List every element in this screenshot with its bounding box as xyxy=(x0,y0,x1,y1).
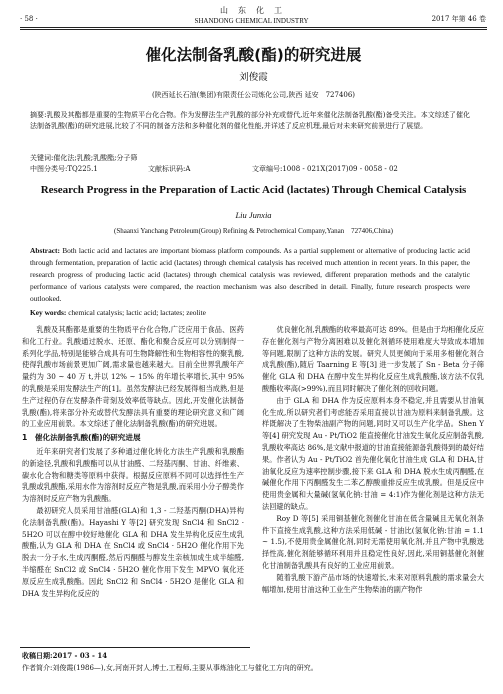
issue-info: 2017 年第 46 卷 xyxy=(431,15,486,23)
header-rule-2 xyxy=(20,29,487,30)
paragraph: 优良催化剂,乳酸酯的收率最高可达 89%。但是由于均相催化反应存在催化剂与产物分离困难以及催化剂循环使用难度大导致成本增加等问题,限制了这种方法的发展。研究人员更倾向于采用多相催化剂合成乳酸(酯),随后 Taarning E 等[3] 进一步发展了 Sn - Beta 分子筛催化 GLA 和 DHA 在醇中发生异构化反应生成乳酸酯,该方法不仅乳酸酯收率高(>99%),而且同时解决了催化剂的回收问题。 xyxy=(262,325,484,393)
paragraph: 乳酸及其酯都是重要的生物质平台化合物,广泛应用于食品、医药和化工行业。乳酸通过脱水、还原、酯化和聚合反应可以分别制得一系列化学品,特别是能够合成具有可生物降解性和生物相容性的聚乳酸,使得乳酸市场前景更加广阔,需求量也越来越大。目前全世界乳酸年产量约为 30 ~ 40 万 t,并以 12% ~ 15% 的年增长率增长,其中 95% 的乳酸是采用发酵法生产的[1]。虽然发酵法已经发展得相当成熟,但是生产过程仍存在发酵条件苛刻及效率低等缺点。因此,开发催化法制备乳酸(酯),将来部分补充或替代发酵法具有重要的理论研究意义和广阔的工业应用前景。本文综述了催化法制备乳酸(酯)的研究进展。 xyxy=(22,325,244,429)
title-cn: 催化法制备乳酸(酯)的研究进展 xyxy=(145,46,362,64)
keywords-en xyxy=(30,308,206,319)
affiliation-en: (Shaanxi Yanchang Petroleum(Group) Refining & Petrochemical Company,Yanan 727406,China) xyxy=(114,227,393,235)
affiliation-cn: (陕西延长石油(集团)有限责任公司炼化公司,陕西 延安 727406) xyxy=(151,91,356,99)
paragraph: 由于 GLA 和 DHA 作为反应原料本身不稳定,并且需要从甘油氧化生成,所以研究者们考虑能否采用直接以甘油为原料来制备乳酸。这样既解决了生物柴油副产物的问题,同时又可以生产化学品。Shen Y 等[4] 研究发现 Au - Pt/TiO2 能直接催化甘油发生氧化反应制备乳酸,乳酸收率高达 86%,是文献中报道的甘油直接能源备乳酸得到的最好结果。作者认为 Au - Pt/TiO2 首先催化氧化甘油生成 GLA 和 DHA,甘油氧化反应为速率控制步骤,接下来 GLA 和 DHA 脱水生成丙酮醛,在碱催化作用下丙酮醛发生二苯乙醇酸重排反应生成乳酸。但是反应中使用贵金属和大量碱(氢氧化钠:甘油 = 4:1)作为催化剂是这种方法无法回避的缺点。 xyxy=(262,395,484,511)
section-heading: 1 催化法制备乳酸(酯)的研究进展 xyxy=(22,433,141,443)
article-number: 文章编号:1008 - 021X(2017)09 - 0058 - 02 xyxy=(252,165,398,173)
paragraph: 随着乳酸下游产品市场的快速增长,未来对原料乳酸的需求量会大幅增加,使用甘油这种工业生产生物柴油的副产物作 xyxy=(262,572,484,594)
abstract-en-label: Abstract: xyxy=(30,246,60,255)
paragraph: 近年来研究者们发展了多种通过催化转化方法生产乳酸和乳酸酯的新途径,乳酸和乳酸酯可以从甘油醛、二羟基丙酮、甘油、纤维素、碳水化合物和糖类等原料中获得。根据反应原料不同可以选择性生产乳酸或乳酸酯,采用水作为溶剂时反应产物是乳酸,而采用小分子醇类作为溶剂时反应产物为乳酸酯。 xyxy=(22,446,244,504)
class-number: 中图分类号:TQ225.1 xyxy=(30,165,98,173)
page-number: · 58 · xyxy=(20,15,38,23)
footnote-rule xyxy=(20,647,250,648)
journal-name-en: SHANDONG CHEMICAL INDUSTRY xyxy=(194,17,309,25)
author-en: Liu Junxia xyxy=(235,210,272,220)
abstract-cn: 摘要:乳酸及其酯都是重要的生物质平台化合物。作为发酵法生产乳酸的部分补充或替代,近年来催化法制备乳酸(酯)备受关注。本文综述了催化法制备乳酸(酯)的研究进展,比较了不同的制备方法和多种催化剂的催化性能,并详述了反应机理,最后对未来研究前景进行了展望。 xyxy=(30,111,470,130)
keywords-en-label: Key words: xyxy=(30,308,67,317)
author-bio: 作者简介:刘俊霞(1986—),女,河南开封人,博士,工程师,主要从事炼油化工与催化工方向的研究。 xyxy=(22,664,318,672)
keywords-cn: 关键词:催化法;乳酸;乳酸酯;分子筛 xyxy=(30,154,138,162)
paragraph: 最初研究人员采用甘油醛(GLA)和 1,3 - 二羟基丙酮(DHA)异构化法制备乳酸(酯)。Hayashi Y 等[2] 研究发现 SnCl4 和 SnCl2 · 5H2O 可以在醇中较好地催化 GLA 和 DHA 发生异构化反应生成乳酸酯,认为 GLA 和 DHA 在 SnCl4 或 SnCl4 · 5H2O 催化作用下先脱去一分子水,生成丙酮醛,然后丙酮醛与醇发生亲核加成生成半缩醛,半缩醛在 SnCl2 或 SnCl4 · 5H2O 催化作用下发生 MPVO 氧化还原反应生成乳酸酯。因此 SnCl2 和 SnCl4 · 5H2O 是催化 GLA 和 DHA 发生异构化反应的 xyxy=(22,505,244,598)
paragraph: Roy D 等[5] 采用铜基催化剂催化甘油在低含量碱且无氧化剂条件下直接生成乳酸,这种方法采用低碱 - 甘油比(氢氧化钠:甘油 = 1.1 ~ 1.5),不使用贵金属催化剂,同时无需使用氧化剂,并且产物中乳酸选择性高,催化剂能够循环利用并且稳定性良好,因此,采用铜基催化剂催化甘油制备乳酸具有良好的工业应用前景。 xyxy=(262,513,484,570)
keywords-en-text: chemical catalysis; lactic acid; lactates; zeolite xyxy=(68,308,206,317)
received-date: 收稿日期:2017 - 03 - 14 xyxy=(22,651,108,660)
author-cn: 刘俊霞 xyxy=(239,72,268,83)
journal-name-cn: 山 东 化 工 xyxy=(220,6,283,15)
document-code: 文献标识码:A xyxy=(148,165,191,173)
body-left-column xyxy=(22,324,244,599)
abstract-en-text: Both lactic acid and lactates are important biomass platform compounds. As a partial supplement or alternative of producing lactic acid through fermentation, preparation of lactic acid (lactates) through chemical catalysis has received much attention in recent years. In this paper, the research progress of producing lactic acid (lactates) through chemical catalysis was reviewed, different preparation methods and the catalytic performance of various catalysts were compared, the reaction mechanism was also described in detail. Finally, future research prospects were outlooked. xyxy=(30,246,470,303)
header-rule xyxy=(20,27,487,28)
abstract-en xyxy=(30,245,470,305)
body-right-column xyxy=(262,324,484,595)
title-en: Research Progress in the Preparation of Lactic Acid (lactates) Through Chemical Catalysis xyxy=(40,184,467,196)
